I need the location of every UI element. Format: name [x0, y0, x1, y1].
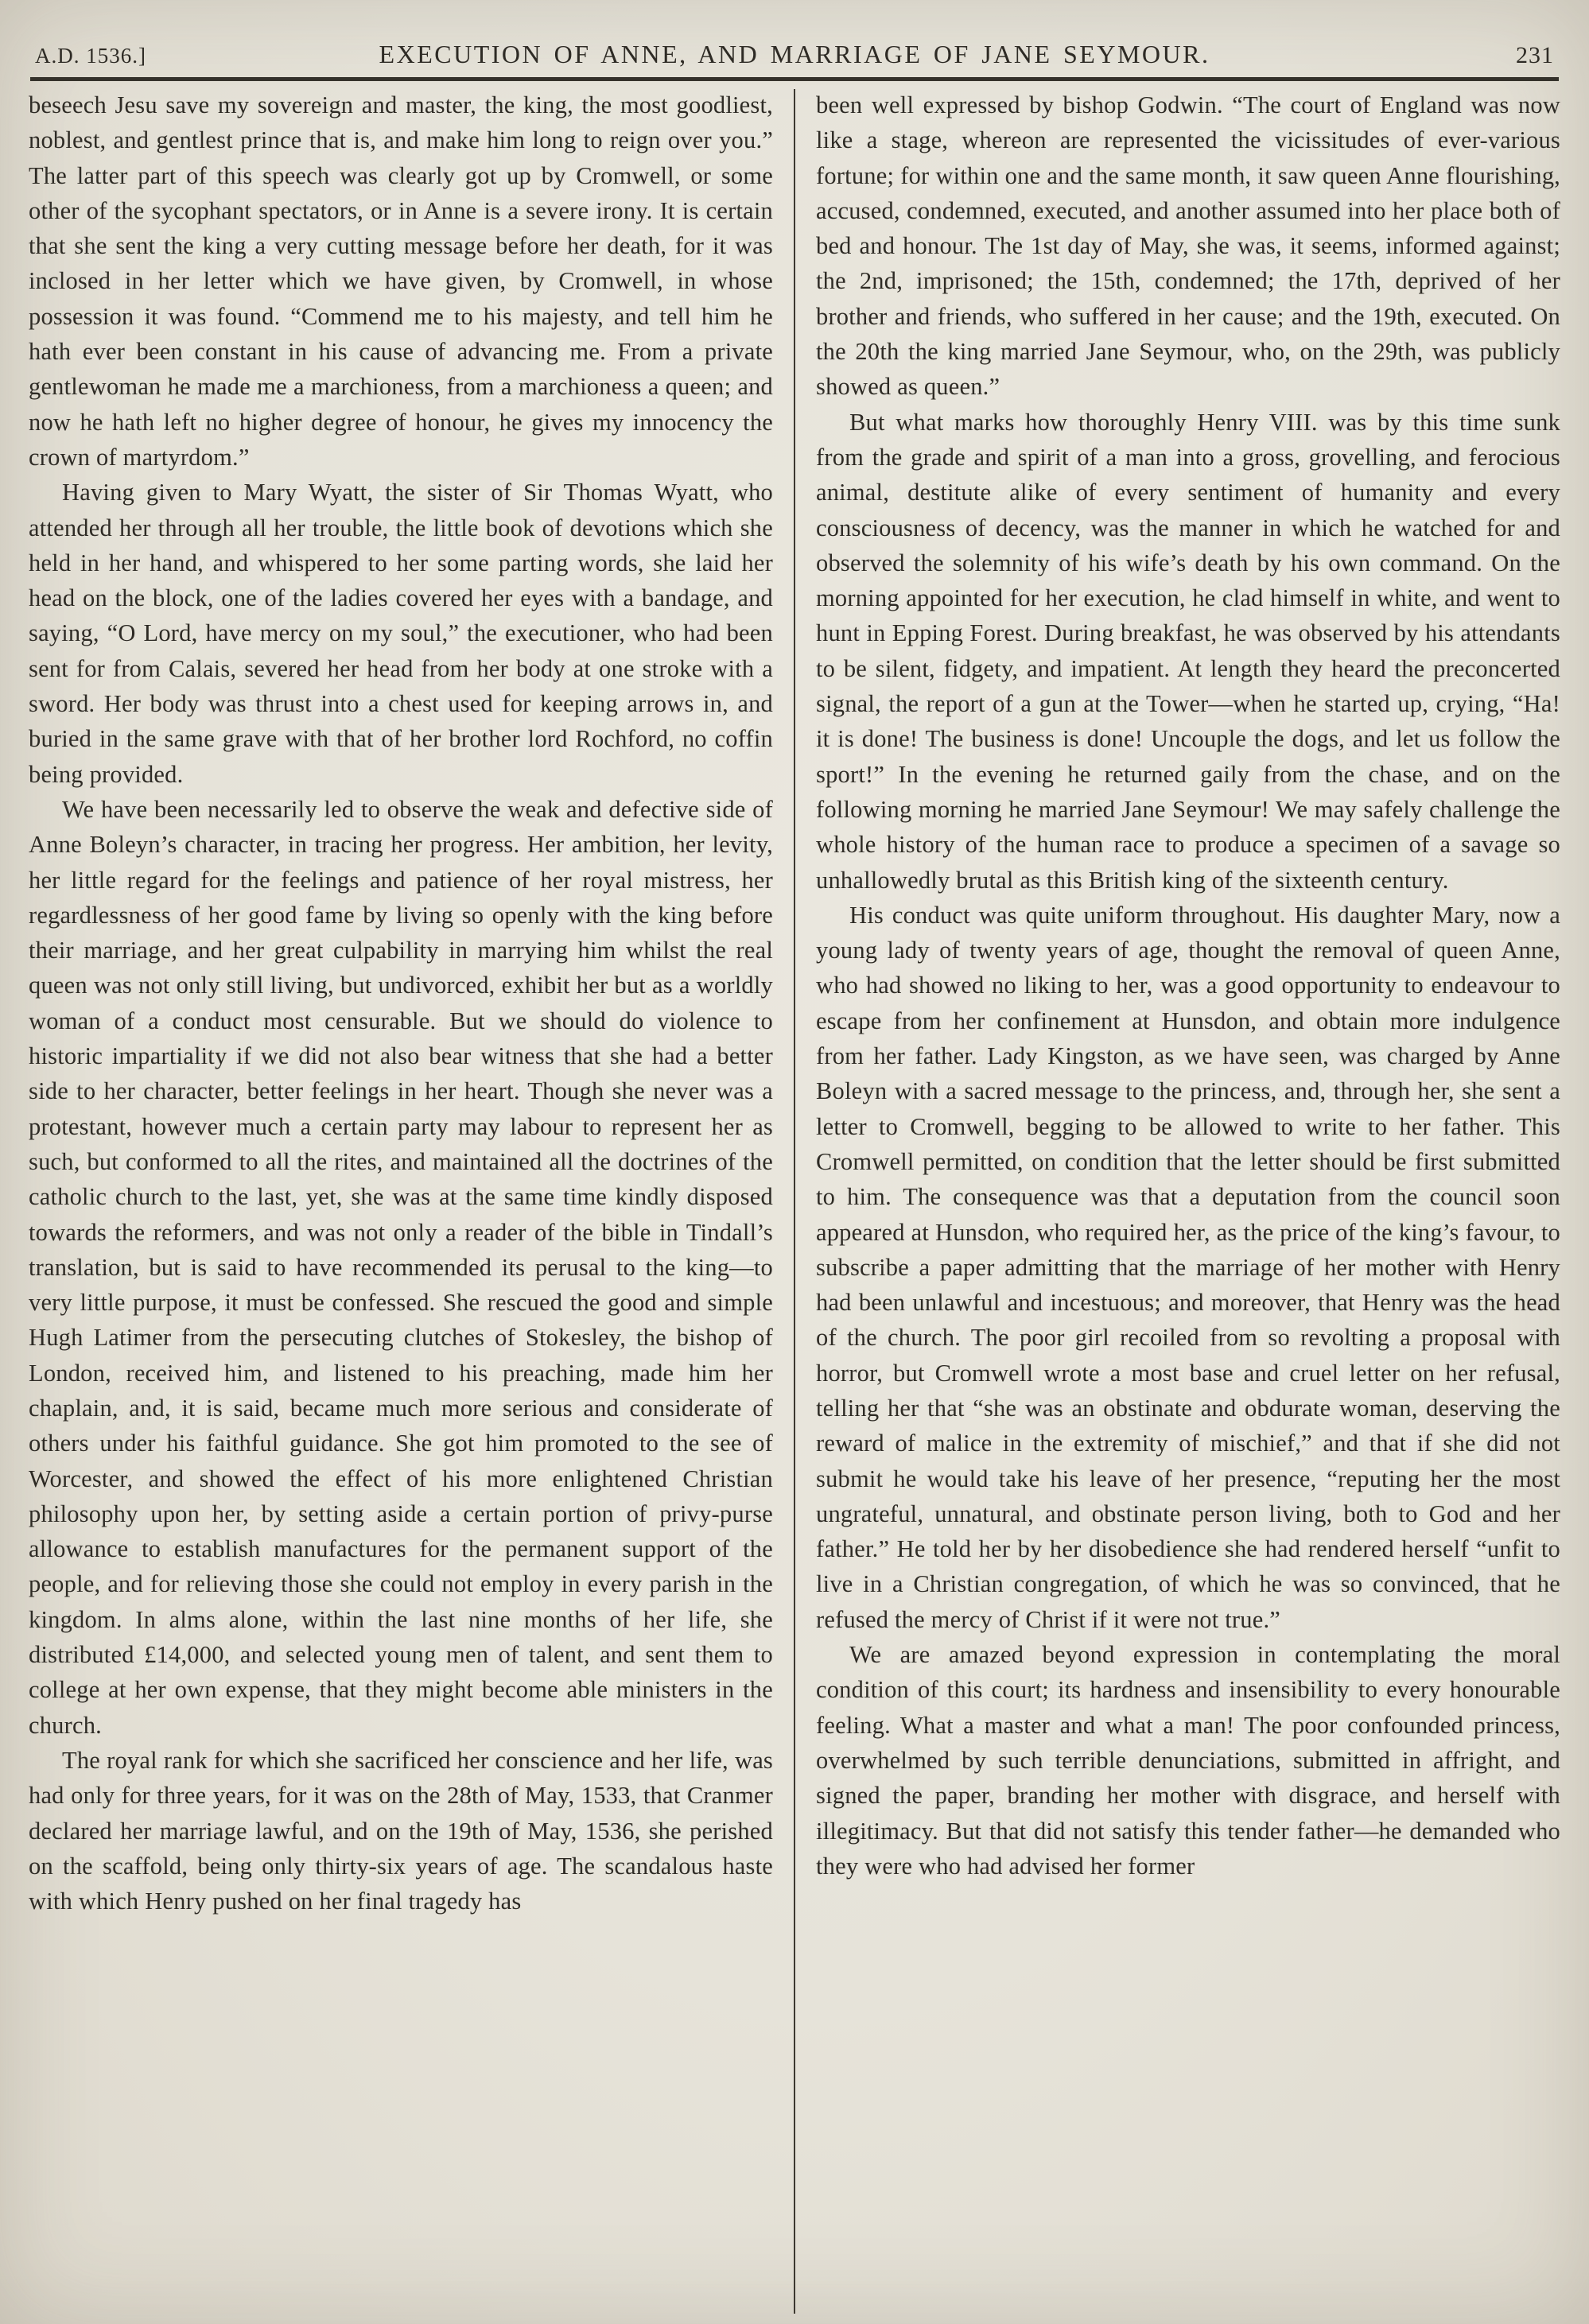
header-date: A.D. 1536.]: [35, 44, 146, 68]
page-number: 231: [1516, 42, 1554, 68]
paragraph: We have been necessarily led to observe the weak and defective side of Anne Boleyn’s character, in tracing her progress. Her ambition, her levity, her little regard for the feelings and patience of her royal mistress, her regardlessness of her good fame by living so openly with the king before their marriage, and her great culpability in marrying him whilst the real queen was not only still living, but undivorced, exhibit her but as a worldly woman of a conduct most censurable. But we should do violence to historic impartiality if we did not also bear witness that she had a better side to her character, better feelings in her heart. Though she never was a protestant, however much a certain party may labour to represent her as such, but conformed to all the rites, and maintained all the doctrines of the catholic church to the last, yet, she was at the same time kindly disposed towards the reformers, and was not only a reader of the bible in Tindall’s translation, but is said to have recommended its perusal to the king—to very little purpose, it must be confessed. She rescued the good and simple Hugh Latimer from the persecuting clutches of Stokesley, the bishop of London, received him, and listened to his preaching, made him her chaplain, and, it is said, became much more serious and considerate of others under his faithful guidance. She got him promoted to the see of Worcester, and showed the effect of his more enlightened Christian philosophy upon her, by setting aside a certain portion of privy-purse allowance to establish manufactures for the permanent support of the people, and for relieving those she could not employ in every parish in the kingdom. In alms alone, within the last nine months of her life, she distributed £14,000, and selected young men of talent, and sent them to college at her own expense, that they might become able ministers in the church.: [29, 795, 773, 1739]
paragraph: The royal rank for which she sacrificed her conscience and her life, was had only for three years, for it was on the 28th of May, 1533, that Cranmer declared her marriage lawful, and on the 19th of May, 1536, she perished on the scaffold, being only thirty-six years of age. The scandalous haste with which Henry pushed on her final tragedy has: [29, 1746, 773, 1915]
text-columns: [29, 87, 1560, 2314]
page-header: [29, 40, 1560, 69]
left-column: [29, 87, 794, 2314]
header-rule: [30, 77, 1559, 81]
paragraph: We are amazed beyond expression in contemplating the moral condition of this court; its hardness and insensibility to every honourable feeling. What a master and what a man! The poor confounded princess, overwhelmed by such terrible denunciations, submitted in affright, and signed the paper, branding her mother with disgrace, and herself with illegitimacy. But that did not satisfy this tender father—he demanded who they were who had advised her former: [816, 1641, 1560, 1880]
paragraph: beseech Jesu save my sovereign and master, the king, the most goodliest, noblest, and gentlest prince that is, and make him long to reign over you.” The latter part of this speech was clearly got up by Cromwell, or some other of the sycophant spectators, or in Anne is a severe irony. It is certain that she sent the king a very cutting message before her death, for it was inclosed in her letter which we have given, by Cromwell, in whose possession it was found. “Commend me to his majesty, and tell him he hath ever been constant in his cause of advancing me. From a private gentlewoman he made me a marchioness, from a marchioness a queen; and now he hath left no higher degree of honour, he gives my innocency the crown of martyrdom.”: [29, 91, 773, 471]
right-column: [795, 87, 1560, 2314]
paragraph: been well expressed by bishop Godwin. “The court of England was now like a stage, whereon are represented the vicissitudes of ever-various fortune; for within one and the same month, it saw queen Anne flourishing, accused, condemned, executed, and another assumed into her place both of bed and honour. The 1st day of May, she was, it seems, informed against; the 2nd, imprisoned; the 15th, condemned; the 17th, deprived of her brother and friends, who suffered in her cause; and the 19th, executed. On the 20th the king married Jane Seymour, who, on the 29th, was publicly showed as queen.”: [816, 91, 1560, 401]
page-title: EXECUTION OF ANNE, AND MARRIAGE OF JANE SEYMOUR.: [379, 40, 1210, 68]
paragraph: His conduct was quite uniform throughout. His daughter Mary, now a young lady of twenty years of age, thought the removal of queen Anne, who had showed no liking to her, was a good opportunity to endeavour to escape from her confinement at Hunsdon, and obtain more indulgence from her father. Lady Kingston, as we have seen, was charged by Anne Boleyn with a sacred message to the princess, and, through her, she sent a letter to Cromwell, begging to be allowed to write to her father. This Cromwell permitted, on condition that the letter should be first submitted to him. The consequence was that a deputation from the council soon appeared at Hunsdon, who required her, as the price of the king’s favour, to subscribe a paper admitting that the marriage of her mother with Henry had been unlawful and incestuous; and moreover, that Henry was the head of the church. The poor girl recoiled from so revolting a proposal with horror, but Cromwell wrote a most base and cruel letter on her refusal, telling her that “she was an obstinate and obdurate woman, deserving the reward of malice in the extremity of mischief,” and that if she did not submit he would take his leave of her presence, “reputing her the most ungrateful, unnatural, and obstinate person living, both to God and her father.” He told her by her disobedience she had rendered herself “unfit to live in a Christian congregation, of which he was so convinced, that he refused the mercy of Christ if it were not true.”: [816, 901, 1560, 1633]
paragraph: But what marks how thoroughly Henry VIII. was by this time sunk from the grade and spirit of a man into a gross, grovelling, and ferocious animal, destitute alike of every sentiment of humanity and every consciousness of decency, was the manner in which he watched for and observed the solemnity of his wife’s death by his own command. On the morning appointed for her execution, he clad himself in white, and went to hunt in Epping Forest. During breakfast, he was observed by his attendants to be silent, fidgety, and impatient. At length they heard the preconcerted signal, the report of a gun at the Tower—when he started up, crying, “Ha! it is done! The business is done! Uncouple the dogs, and let us follow the sport!” In the evening he returned gaily from the chase, and on the following morning he married Jane Seymour! We may safely challenge the whole history of the human race to produce a specimen of a savage so unhallowedly brutal as this British king of the sixteenth century.: [816, 408, 1560, 894]
paragraph: Having given to Mary Wyatt, the sister of Sir Thomas Wyatt, who attended her through all her trouble, the little book of devotions which she held in her hand, and whispered to her some parting words, she laid her head on the block, one of the ladies covered her eyes with a bandage, and saying, “O Lord, have mercy on my soul,” the executioner, who had been sent for from Calais, severed her head from her body at one stroke with a sword. Her body was thrust into a chest used for keeping arrows in, and buried in the same grave with that of her brother lord Rochford, no coffin being provided.: [29, 479, 773, 788]
